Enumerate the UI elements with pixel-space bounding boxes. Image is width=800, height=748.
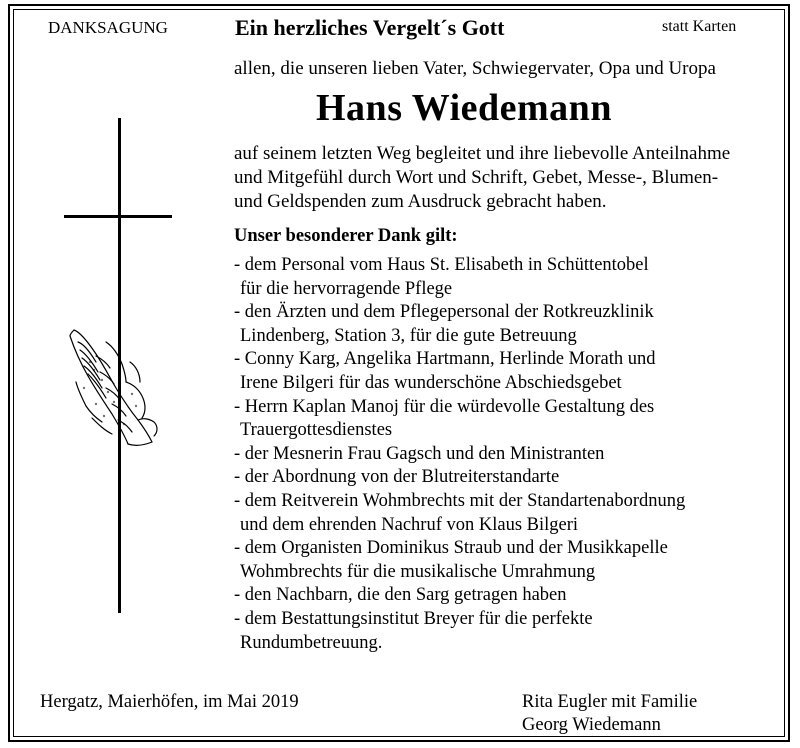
cross-horizontal-bar — [64, 215, 172, 218]
list-item: - dem Organisten Dominikus Straub und der Musikkapelle — [234, 538, 668, 559]
list-item: und dem ehrenden Nachruf von Klaus Bilgeri — [240, 514, 579, 535]
list-item: Irene Bilgeri für das wunderschöne Abschiedsgebet — [240, 373, 622, 393]
list-item: - dem Personal vom Haus St. Elisabeth in Schüttentobel — [234, 255, 649, 275]
list-item: - Herrn Kaplan Manoj für die würdevolle Gestaltung des — [234, 396, 655, 417]
list-item: - Conny Karg, Angelika Hartmann, Herlinde Morath und — [234, 349, 656, 370]
signature-line: Georg Wiedemann — [522, 715, 661, 735]
list-item: - der Mesnerin Frau Gagsch und den Ministranten — [234, 443, 605, 464]
paragraph-line: und Geldspenden zum Ausdruck gebracht haben. — [234, 191, 607, 212]
list-item: - dem Bestattungsinstitut Breyer für die perfekte — [234, 609, 593, 629]
list-item: Trauergottesdienstes — [240, 420, 393, 441]
place-date: Hergatz, Maierhöfen, im Mai 2019 — [40, 692, 299, 712]
deceased-name: Hans Wiedemann — [316, 87, 612, 129]
list-item: Wohmbrechts für die musikalische Umrahmung — [240, 561, 596, 582]
list-item: Lindenberg, Station 3, für die gute Betreuung — [240, 325, 577, 346]
signature-line: Rita Eugler mit Familie — [522, 692, 698, 712]
list-item: - der Abordnung von der Blutreiterstandarte — [234, 467, 560, 488]
list-item: Rundumbetreuung. — [240, 632, 383, 653]
list-item: - den Nachbarn, die den Sarg getragen haben — [234, 585, 567, 606]
list-item: - dem Reitverein Wohmbrechts mit der Standartenabordnung — [234, 491, 686, 511]
intro-line: allen, die unseren lieben Vater, Schwiegervater, Opa und Uropa — [234, 58, 716, 79]
statt-karten-label: statt Karten — [662, 18, 737, 35]
paragraph-line: auf seinem letzten Weg begleitet und ihre liebevolle Anteilnahme — [234, 143, 731, 164]
praying-hands-icon — [66, 322, 160, 450]
danksagung-label: DANKSAGUNG — [48, 18, 168, 37]
special-thanks-heading: Unser besonderer Dank gilt: — [234, 226, 458, 246]
list-item: für die hervorragende Pflege — [240, 278, 453, 299]
paragraph-line: und Mitgefühl durch Wort und Schrift, Gebet, Messe-, Blumen- — [234, 167, 719, 188]
announcement-title: Ein herzliches Vergelt´s Gott — [235, 15, 505, 40]
list-item: - den Ärzten und dem Pflegepersonal der Rotkreuzklinik — [234, 302, 654, 323]
